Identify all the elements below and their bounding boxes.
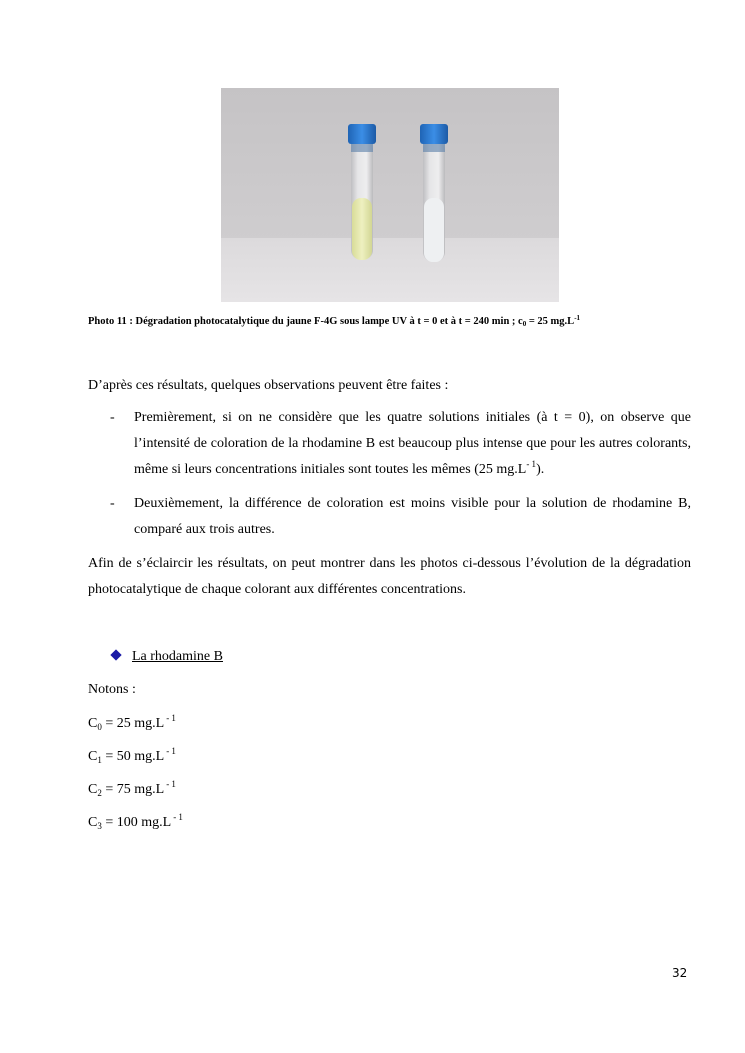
section-heading-label: La rhodamine B bbox=[132, 649, 223, 664]
section-heading bbox=[112, 644, 223, 670]
page-number: 32 bbox=[672, 966, 688, 980]
test-tube-initial bbox=[348, 124, 376, 260]
concentration-line: $C_1 = 50$ mg.L $^{- 1}$ bbox=[88, 746, 176, 765]
list-item bbox=[88, 491, 691, 543]
concentration-line: $C_2 = 75$ mg.L $^{- 1}$ bbox=[88, 779, 176, 798]
intro-paragraph: D’après ces résultats, quelques observations peuvent être faites : bbox=[88, 378, 449, 393]
list-dash: - bbox=[110, 496, 115, 511]
list-item-text: Premièrement, si on ne considère que les quatre solutions initiales (à t = 0), on observe que l’intensité de coloration de la rhodamine B est beaucoup plus intense que pour les autres colorants, même si leurs concentrations initiales sont toutes les mêmes (25 $mg.L^{- 1}$). bbox=[134, 410, 691, 477]
diamond-bullet-icon bbox=[110, 649, 121, 660]
list-dash: - bbox=[110, 410, 115, 425]
test-tubes-photo bbox=[221, 88, 559, 302]
list-item-text: Deuxièmement, la différence de coloration est moins visible pour la solution de rhodamine B, comparé aux trois autres. bbox=[134, 496, 691, 537]
test-tube-degraded bbox=[420, 124, 448, 262]
concentration-line: $C_0 = 25$ mg.L $^{- 1}$ bbox=[88, 713, 176, 732]
concentration-line: $C_3 = 100$ mg.L $^{- 1}$ bbox=[88, 812, 183, 831]
photo-caption: Photo 11 : Dégradation photocatalytique du jaune F-4G sous lampe UV à t = 0 et à t = 240 min ; c0 = 25 $mg.L^{-1}$ bbox=[88, 314, 581, 328]
explanation-paragraph: Afin de s’éclaircir les résultats, on peut montrer dans les photos ci-dessous l’évolution de la dégradation photocatalytique de chaque colorant aux différentes concentrations. bbox=[88, 556, 691, 597]
list-item bbox=[88, 405, 691, 483]
notons-label: Notons : bbox=[88, 682, 136, 697]
